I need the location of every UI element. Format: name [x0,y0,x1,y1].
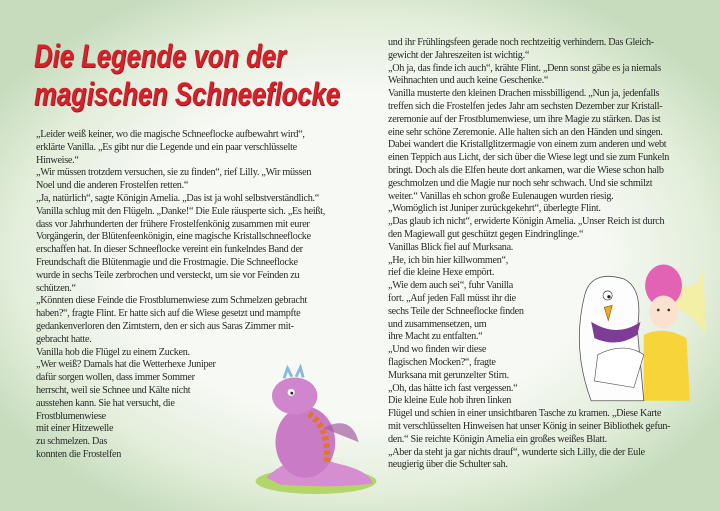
left-text-column [36,129,325,462]
text-line: neugierig über die Schulter sah. [388,459,508,471]
text-line: Hinweise.“ [36,154,79,166]
text-line: „Wer weiß? Damals hat die Wetterhexe Juniper [36,359,216,371]
text-line: konnten die Frostelfen [36,448,122,460]
text-line: gedankenverloren den Zimtstern, den er sich aus Saras Zimmer mit- [36,320,294,332]
text-line: erschaffen hat. In dieser Schneeflocke vereint ein funkelndes Band der [36,244,303,256]
text-line: schützen.“ [36,282,76,294]
text-line: „Wie dem auch sei“, fuhr Vanilla [388,280,514,292]
text-line: „Wir müssen trotzdem versuchen, sie zu finden“, rief Lilly. „Wir müssen [36,167,312,179]
text-line: einen Teppich aus Licht, der sich über die Wiese legt und sie zum Funkeln [388,152,670,164]
text-line: erklärte Vanilla. „Es gibt nur die Legende und ein paar verschlüsselte [36,141,297,153]
chapter-title-line-2: magischen Schneeflocke [34,76,340,112]
text-line: „Ja, natürlich“, sagte Königin Amelia. „Das ist ja wohl selbstverständlich.“ [36,192,320,204]
text-line: haben?“, fragte Flint. Er hatte sich auf die Wiese gesetzt und mampfte [36,308,301,320]
text-line: „Leider weiß keiner, wo die magische Schneeflocke aufbewahrt wird“, [36,129,305,140]
text-line: gebracht hatte. [36,333,92,345]
text-line: und zusammensetzen, um [388,318,487,330]
text-line: zu schmelzen. Das [36,436,107,448]
text-line: und ihr Frühlingsfeen gerade noch rechtzeitig verhindern. Das Gleich- [388,37,654,48]
text-line: herrscht, weil sie Schnee und Kälte nicht [36,384,191,396]
text-line: Frostblumenwiese [36,410,106,422]
text-line: Dabei wandert die Kristallglitzermagie von einem zum anderen und webt [388,139,667,151]
text-line: den Magiewall gut geschützt gegen Eindringlinge.“ [388,228,584,240]
text-line: wurde in sechs Teile zerbrochen und versteckt, um sie vor Feinden zu [36,269,300,281]
text-line: geschmolzen und die Magie nur noch sehr schwach. Und sie schmilzt [388,177,653,189]
text-line: fort. „Auf jeden Fall müsst ihr die [388,292,516,304]
text-line: dass vor Jahrhunderten der frühere Frostelfenkönig zusammen mit eurer [36,218,310,230]
text-line: flagischen Mocken?“, fragte [388,356,496,368]
text-line: Flügel und schien in einer unsichtbaren Tasche zu kramen. „Diese Karte [388,408,662,420]
text-line: zeremonie auf der Frostblumenwiese, um ihre Magie zu stärken. Das ist [388,113,661,125]
text-line: Vanilla musterte den kleinen Drachen missbilligend. „Nun ja, jedenfalls [388,88,660,100]
right-text-column [388,37,670,472]
text-line: „Womöglich ist Juniper zurückgekehrt“, überlegte Flint. [388,203,601,215]
text-line: „Könnten diese Feinde die Frostblumenwiese zum Schmelzen gebracht [36,295,308,307]
text-line: Vanilla schlug mit den Flügeln. „Danke!“ Die Eule räusperte sich. „Es heißt, [36,205,325,217]
text-line: gewicht der Jahreszeiten ist wichtig.“ [388,49,530,61]
text-line: Vorgängerin, der Blütenfeenkönigin, eine magische Kristallschneeflocke [36,231,311,243]
text-line: „He, ich bin hier killwommen“, [388,254,509,266]
text-line: rief die kleine Hexe empört. [388,267,495,279]
text-line: Weihnachten und auch keine Geschenke.“ [388,75,549,87]
text-line: Noel und die anderen Frostelfen retten.“ [36,180,189,192]
text-line: „Und wo finden wir diese [388,344,487,356]
text-line: eine sehr schöne Zeremonie. Alle halten sich an den Händen und singen. [388,126,663,138]
text-line: mit einer Hitzewelle [36,423,114,435]
text-line: Freundschaft die Blütenmagie und die Frostmagie. Die Schneeflocke [36,256,298,268]
text-line: ihre Macht zu entfalten.“ [388,331,483,343]
text-line: „Oh ja, das finde ich auch“, krähte Flint. „Denn sonst gäbe es ja niemals [388,62,661,74]
text-line: sechs Teile der Schneeflocke finden [388,305,524,317]
text-line: ausstehen kann. Sie hat versucht, die [36,397,175,409]
text-line: mit verschlüsselten Hinweisen hat unser König in seiner Bibliothek gefun- [388,420,671,432]
text-line: „Oh, das hätte ich fast vergessen.“ [388,382,518,394]
text-line: den.“ Sie reichte Königin Amelia ein großes weißes Blatt. [388,433,607,445]
text-line: Murksana mit gerunzelter Stirn. [388,369,509,381]
text-line: treffen sich die Frostelfen jedes Jahr am sechsten Dezember zur Kristall- [388,100,663,112]
chapter-title-line-1: Die Legende von der [34,38,286,74]
text-line: Vanillas Blick fiel auf Murksana. [388,241,514,253]
text-line: dafür sorgen wollen, dass immer Sommer [36,372,195,384]
text-line: „Das glaub ich nicht“, erwiderte Königin Amelia. „Unser Reich ist durch [388,216,665,228]
text-line: „Aber da steht ja gar nichts drauf“, wunderte sich Lilly, die der Eule [388,446,645,458]
text-line: weiter.“ Vanillas eh schon große Eulenaugen wurden riesig. [388,190,614,202]
text-line: Vanilla hob die Flügel zu einem Zucken. [36,346,190,358]
text-line: Die kleine Eule hob ihren linken [388,395,512,407]
text-line: bringt. Doch als die Elfen heute dort ankamen, war die Wiese schon halb [388,164,664,176]
